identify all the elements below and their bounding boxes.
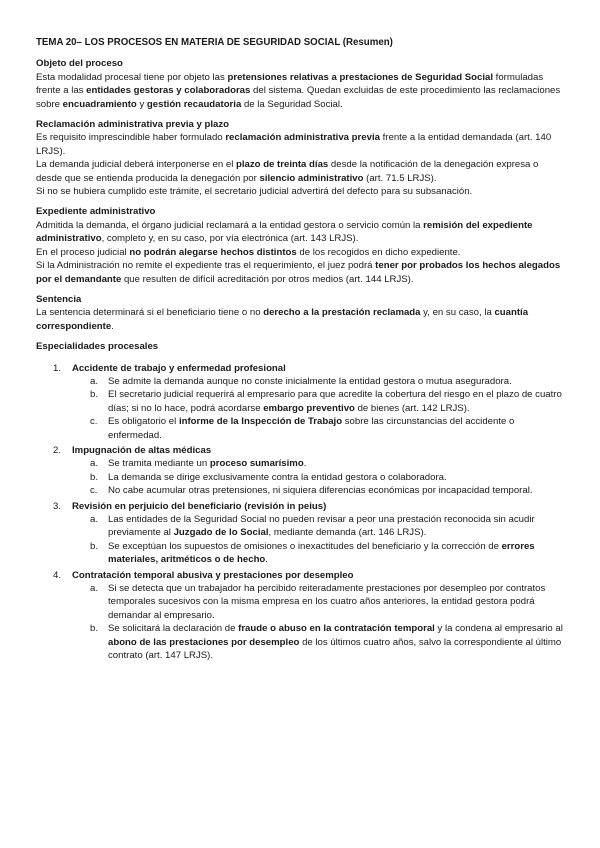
sub-item: [72, 622, 564, 662]
sub-list: [72, 457, 564, 497]
text-run: Si se detecta que un trabajador ha percibido reiteradamente prestaciones por desempleo por contratos temporales sucesivos con la misma empresa en los cuatro años anteriores, la entidad gestora podrá demandar al empresario.: [108, 583, 546, 621]
text-run: desde la notificación de la denegación expresa o desde que se entienda producida la denegación por: [36, 159, 539, 184]
sub-item: [72, 540, 564, 567]
sub-letter: b.: [90, 623, 99, 635]
text-run: Se tramita mediante un: [108, 458, 210, 470]
sub-text: [108, 583, 545, 621]
sub-list: [72, 375, 564, 442]
text-run: El secretario judicial requerirá al empresario para que acredite la cobertura del riesgo en el plazo de cuatro días; si no lo hace, podrá acordarse: [108, 389, 562, 414]
item-number: 3.: [53, 500, 62, 512]
specialties-list: [36, 362, 564, 663]
text-run: Esta modalidad procesal tiene por objeto las: [36, 71, 228, 83]
text-run: La demanda judicial deberá interponerse en el: [36, 159, 237, 171]
bold-text: reclamación administrativa previa: [225, 132, 380, 144]
sub-list: [72, 513, 564, 567]
sections-container: [36, 57, 564, 333]
sub-text: [108, 389, 562, 413]
text-run: (art. 71.5 LRJS).: [363, 172, 437, 184]
sub-item: [72, 582, 564, 622]
text-run: Se exceptúan los supuestos de omisiones o inexactitudes del beneficiario y la corrección de: [108, 540, 502, 552]
item-number: 2.: [53, 444, 62, 456]
bold-text: abono de las prestaciones por desempleo: [108, 636, 300, 648]
paragraph: [36, 131, 564, 158]
sub-text: [108, 541, 535, 565]
sub-letter: a.: [90, 514, 99, 525]
section-heading: Reclamación administrativa previa y plazo: [36, 119, 230, 131]
text-run: Admitida la demanda, el órgano judicial reclamará a la entidad gestora o servicio común la: [36, 219, 424, 231]
sub-letter: a.: [90, 375, 99, 387]
text-run: del sistema. Quedan excluidas de este procedimiento las reclamaciones sobre: [36, 85, 561, 110]
sub-item: [72, 375, 564, 388]
paragraph: [36, 219, 564, 246]
sub-letter: b.: [90, 471, 99, 483]
bold-text: fraude o abuso en la contratación temporal: [238, 623, 435, 635]
item-number: 1.: [53, 362, 62, 374]
list-item: [36, 500, 564, 567]
sub-text: [108, 458, 306, 469]
section: [36, 118, 564, 198]
text-run: Se admite la demanda aunque no conste inicialmente la entidad gestora o mutua aseguradora.: [108, 375, 512, 387]
text-run: sobre las circunstancias del accidente o enfermedad.: [108, 416, 515, 441]
text-run: y la condena al empresario al: [434, 623, 563, 635]
bold-text: proceso sumarísimo: [209, 458, 304, 470]
sub-letter: b.: [90, 540, 99, 552]
section: [36, 205, 564, 285]
list-item: [36, 362, 564, 442]
text-run: Si la Administración no remite el expediente tras el requerimiento, el juez podrá: [36, 260, 376, 272]
list-item: [36, 569, 564, 663]
item-title: Contratación temporal abusiva y prestaciones por desempleo: [72, 569, 354, 581]
text-run: de bienes (art. 142 LRJS).: [354, 402, 470, 414]
bold-text: informe de la Inspección de Trabajo: [178, 416, 343, 428]
specialties-heading: Especialidades procesales: [36, 341, 159, 353]
section-heading: Expediente administrativo: [36, 206, 156, 218]
section-heading: Sentencia: [36, 293, 82, 305]
bold-text: derecho a la prestación reclamada: [263, 307, 421, 319]
text-run: Es obligatorio el: [108, 416, 179, 428]
text-run: La sentencia determinará si el beneficiario tiene o no: [36, 307, 264, 319]
bold-text: cuantía correspondiente: [36, 307, 529, 332]
text-run: .: [265, 554, 268, 566]
bold-text: remisión del expediente administrativo: [36, 219, 533, 245]
bold-text: encuadramiento: [62, 98, 137, 110]
text-run: de la Seguridad Social.: [241, 98, 343, 110]
bold-text: entidades gestoras y colaboradoras: [86, 85, 251, 97]
sub-letter: a.: [90, 583, 99, 595]
bold-text: tener por probados los hechos alegados por el demandante: [36, 260, 561, 285]
text-run: No cabe acumular otras pretensiones, ni siquiera diferencias económicas por incapacidad temporal.: [108, 485, 533, 497]
bold-text: gestión recaudatoria: [146, 98, 242, 110]
bold-text: no podrán alegarse hechos distintos: [129, 246, 297, 258]
text-run: .: [303, 458, 307, 470]
text-run: Es requisito imprescindible haber formulado: [36, 132, 226, 144]
text-run: y: [136, 98, 147, 110]
item-title: Accidente de trabajo y enfermedad profesional: [72, 362, 286, 374]
text-run: Si no se hubiera cumplido este trámite, el secretario judicial advertirá del defecto para su subsanación.: [36, 186, 473, 198]
sub-letter: b.: [90, 389, 99, 401]
list-item: [36, 444, 564, 498]
sub-letter: c.: [90, 485, 98, 497]
sub-item: [72, 415, 564, 442]
section: [36, 293, 564, 333]
text-run: La demanda se dirige exclusivamente contra la entidad gestora o colaboradora.: [108, 471, 447, 483]
paragraph: [36, 306, 564, 333]
item-title: Impugnación de altas médicas: [72, 444, 212, 456]
text-run: que resulten de difícil acreditación por otros medios (art. 144 LRJS).: [121, 273, 414, 285]
bold-text: embargo preventivo: [263, 402, 355, 414]
sub-text: [108, 416, 514, 440]
sub-text: [108, 376, 512, 387]
sub-item: [72, 457, 564, 470]
text-run: Las entidades de la Seguridad Social no pueden revisar a peor una prestación reconocida sin acudir previamente al: [108, 514, 535, 539]
sub-letter: a.: [90, 458, 99, 470]
document-title: TEMA 20– LOS PROCESOS EN MATERIA DE SEGURIDAD SOCIAL (Resumen): [36, 37, 393, 48]
text-run: Se solicitará la declaración de: [108, 623, 239, 635]
bold-text: pretensiones relativas a prestaciones de Seguridad Social: [227, 71, 494, 83]
sub-letter: c.: [90, 416, 98, 428]
sub-item: [72, 513, 564, 540]
sub-item: [72, 484, 564, 497]
bold-text: Juzgado de lo Social: [173, 527, 269, 539]
paragraph: [36, 71, 564, 111]
bold-text: plazo de treinta días: [236, 159, 329, 171]
paragraph: [36, 185, 564, 198]
paragraph: [36, 259, 564, 286]
text-run: frente a la entidad demandada (art. 140 LRJS).: [36, 132, 552, 157]
text-run: formuladas frente a las: [36, 71, 544, 97]
bold-text: errores materiales, aritméticos o de hecho: [108, 540, 535, 566]
item-number: 4.: [53, 569, 62, 581]
sub-text: [108, 472, 447, 483]
sub-item: [72, 388, 564, 415]
text-run: , completo y, en su caso, por vía electrónica (art. 143 LRJS).: [101, 233, 359, 245]
text-run: de los recogidos en dicho expediente.: [296, 246, 461, 258]
sub-list: [72, 582, 564, 662]
text-run: de los últimos cuatro años, salvo la correspondiente al último contrato (art. 147 LRJS).: [108, 636, 562, 662]
text-run: En el proceso judicial: [36, 246, 130, 258]
sub-text: [108, 623, 563, 661]
item-title: Revisión en perjuicio del beneficiario (revisión in peius): [72, 500, 327, 512]
text-run: y, en su caso, la: [420, 307, 495, 319]
bold-text: silencio administrativo: [259, 172, 364, 184]
paragraph: [36, 158, 564, 185]
sub-text: [108, 485, 533, 496]
text-run: , mediante demanda (art. 146 LRJS).: [268, 527, 427, 539]
section: [36, 57, 564, 111]
sub-text: [108, 514, 535, 538]
paragraph: [36, 246, 564, 259]
sub-item: [72, 471, 564, 484]
section-heading: Objeto del proceso: [36, 58, 123, 70]
text-run: .: [111, 320, 114, 332]
